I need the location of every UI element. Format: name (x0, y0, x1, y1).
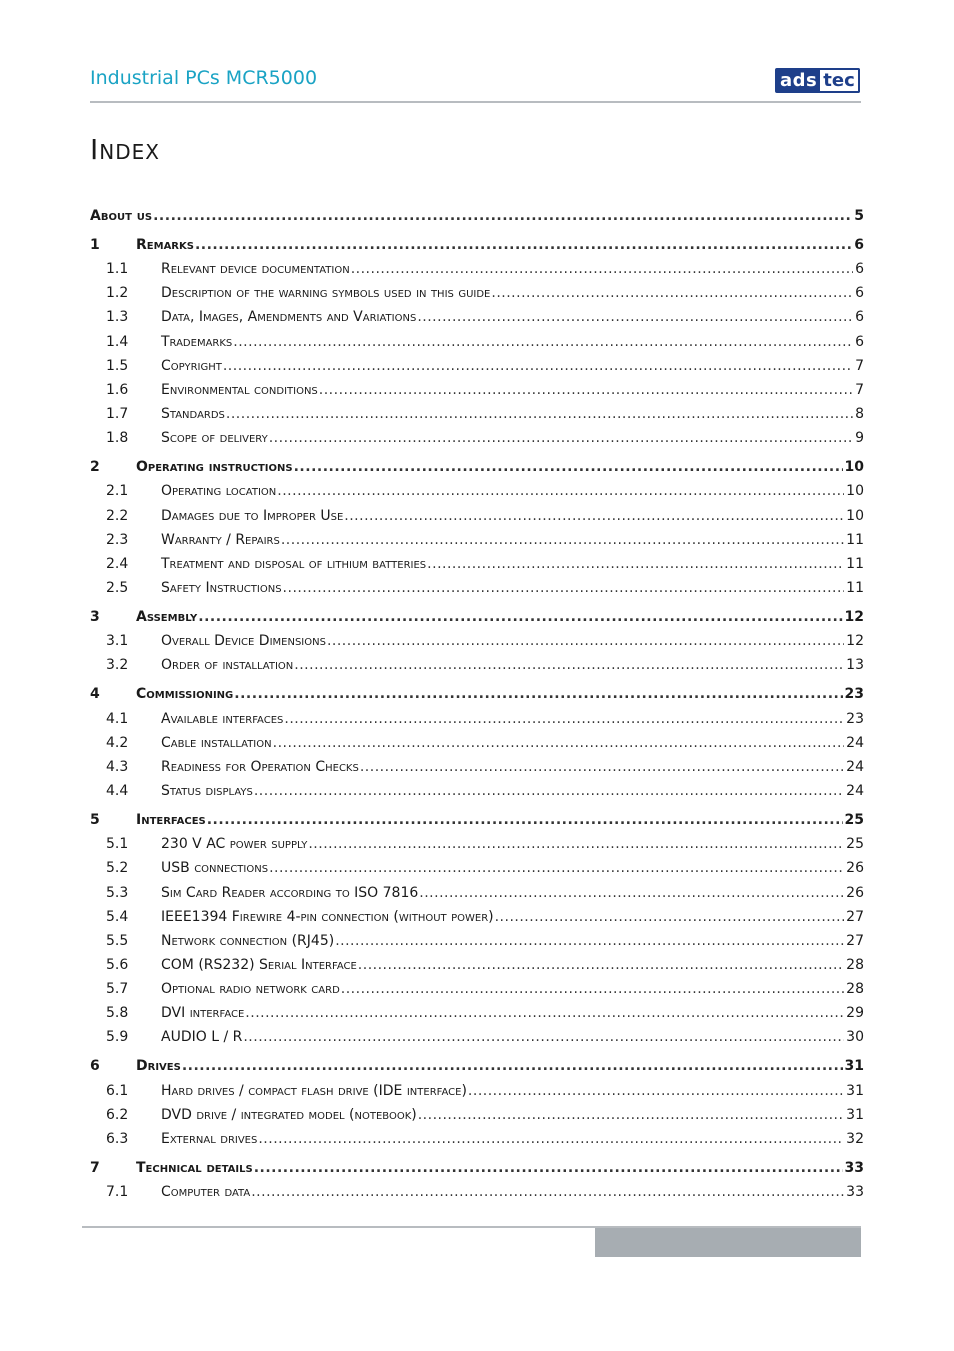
toc-entry-page: 8 (855, 406, 864, 422)
toc-entry-label: Available interfaces (161, 711, 284, 727)
toc-leader-dots (360, 759, 844, 775)
toc-entry-label: Treatment and disposal of lithium batteries (161, 556, 427, 572)
toc-entry-number: 1.3 (106, 309, 129, 325)
toc-entry-page: 7 (855, 382, 864, 398)
toc-entry-label: DVI interface (161, 1005, 245, 1021)
toc-entry-number: 2 (90, 459, 100, 475)
toc-entry-number: 4.4 (106, 783, 129, 799)
toc-entry-page: 27 (846, 933, 864, 949)
toc-entry-number: 1.2 (106, 285, 129, 301)
toc-entry-label: Data, Images, Amendments and Variations (161, 309, 417, 325)
toc-entry[interactable] (90, 633, 864, 653)
toc-entry-label: Safety Instructions (161, 580, 282, 596)
toc-entry-page: 32 (846, 1131, 864, 1147)
toc-entry-label: 230 V AC power supply (161, 836, 308, 852)
toc-leader-dots (358, 957, 844, 973)
toc-entry-label: Relevant device documentation (161, 261, 350, 277)
toc-entry[interactable] (90, 1107, 864, 1127)
toc-entry-number: 5.6 (106, 957, 129, 973)
toc-entry-page: 6 (855, 334, 864, 350)
toc-leader-dots (223, 358, 853, 374)
toc-leader-dots (495, 909, 845, 925)
toc-entry-number: 5.2 (106, 860, 129, 876)
toc-leader-dots (335, 933, 844, 949)
toc-entry-label: Status displays (161, 783, 253, 799)
toc-leader-dots (243, 1029, 844, 1045)
toc-entry-number: 5 (90, 812, 100, 828)
toc-entry-number: 5.8 (106, 1005, 129, 1021)
toc-entry-number: 5.4 (106, 909, 129, 925)
toc-entry[interactable] (90, 285, 864, 305)
toc-entry-page: 30 (846, 1029, 864, 1045)
toc-entry[interactable] (90, 812, 864, 832)
toc-leader-dots (273, 735, 845, 751)
toc-entry-page: 7 (855, 358, 864, 374)
toc-entry-page: 23 (846, 711, 864, 727)
toc-entry-label: Drives (136, 1058, 181, 1074)
toc-entry[interactable] (90, 657, 864, 677)
toc-leader-dots (294, 657, 844, 673)
toc-entry-page: 11 (846, 580, 864, 596)
toc-entry[interactable] (90, 508, 864, 528)
toc-entry-page: 11 (846, 532, 864, 548)
toc-entry-page: 33 (844, 1160, 864, 1176)
document-header-title: Industrial PCs MCR5000 (90, 67, 318, 89)
toc-leader-dots (254, 783, 844, 799)
toc-entry[interactable] (90, 711, 864, 731)
index-heading: Index (90, 133, 160, 166)
toc-entry-number: 1.4 (106, 334, 129, 350)
toc-leader-dots (427, 556, 844, 572)
toc-entry-page: 11 (846, 556, 864, 572)
toc-entry[interactable] (90, 556, 864, 576)
toc-entry-page: 6 (855, 261, 864, 277)
toc-entry-page: 31 (846, 1083, 864, 1099)
toc-entry-page: 9 (855, 430, 864, 446)
toc-entry-label: Description of the warning symbols used in this guide (161, 285, 491, 301)
toc-entry-number: 2.1 (106, 483, 129, 499)
toc-leader-dots (269, 430, 853, 446)
toc-entry-label: Interfaces (136, 812, 206, 828)
toc-leader-dots (319, 382, 853, 398)
toc-entry[interactable] (90, 885, 864, 905)
toc-entry-label: Scope of delivery (161, 430, 268, 446)
toc-entry-page: 31 (844, 1058, 864, 1074)
toc-leader-dots (245, 1005, 844, 1021)
ads-tec-logo (775, 68, 859, 93)
toc-entry-number: 1 (90, 237, 100, 253)
toc-entry[interactable] (90, 909, 864, 929)
toc-leader-dots (153, 208, 852, 224)
toc-entry-number: 3.2 (106, 657, 129, 673)
toc-entry-page: 28 (846, 957, 864, 973)
toc-entry-page: 10 (846, 508, 864, 524)
toc-entry-number: 6.1 (106, 1083, 129, 1099)
footer-gray-band (595, 1228, 861, 1257)
toc-entry[interactable] (90, 406, 864, 426)
toc-leader-dots (491, 285, 853, 301)
toc-leader-dots (308, 836, 844, 852)
toc-leader-dots (344, 508, 844, 524)
toc-entry-page: 26 (846, 885, 864, 901)
toc-leader-dots (341, 981, 844, 997)
toc-entry-label: IEEE1394 Firewire 4-pin connection (without power) (161, 909, 494, 925)
toc-entry[interactable] (90, 237, 864, 257)
toc-entry-page: 25 (846, 836, 864, 852)
toc-entry-label: Damages due to Improper Use (161, 508, 344, 524)
toc-entry[interactable] (90, 759, 864, 779)
toc-entry-number: 2.5 (106, 580, 129, 596)
toc-leader-dots (182, 1058, 843, 1074)
toc-entry-number: 4 (90, 686, 100, 702)
toc-entry-label: Optional radio network card (161, 981, 340, 997)
toc-leader-dots (207, 812, 843, 828)
logo-part-left: ads (775, 68, 820, 93)
toc-leader-dots (284, 711, 844, 727)
toc-entry-label: Readiness for Operation Checks (161, 759, 359, 775)
toc-entry[interactable] (90, 261, 864, 281)
toc-leader-dots (195, 237, 852, 253)
toc-leader-dots (281, 532, 844, 548)
toc-entry-number: 1.1 (106, 261, 129, 277)
toc-entry-label: Commissioning (136, 686, 234, 702)
toc-entry-label: Cable installation (161, 735, 272, 751)
toc-entry[interactable] (90, 580, 864, 600)
toc-entry-label: About us (90, 208, 153, 224)
toc-entry-label: Overall Device Dimensions (161, 633, 326, 649)
toc-entry[interactable] (90, 609, 864, 629)
toc-entry[interactable] (90, 208, 864, 228)
toc-entry[interactable] (90, 686, 864, 706)
toc-entry-label: Standards (161, 406, 225, 422)
toc-entry-number: 5.5 (106, 933, 129, 949)
toc-entry-label: Trademarks (161, 334, 233, 350)
toc-entry-label: Network connection (RJ45) (161, 933, 335, 949)
toc-entry-number: 1.8 (106, 430, 129, 446)
toc-entry-label: Order of installation (161, 657, 294, 673)
toc-entry[interactable] (90, 957, 864, 977)
toc-leader-dots (269, 860, 844, 876)
logo-part-right: tec (820, 68, 859, 93)
toc-entry[interactable] (90, 532, 864, 552)
toc-leader-dots (468, 1083, 844, 1099)
toc-entry-page: 6 (855, 285, 864, 301)
toc-entry-number: 3.1 (106, 633, 129, 649)
toc-entry-number: 4.3 (106, 759, 129, 775)
toc-entry-number: 6 (90, 1058, 100, 1074)
toc-entry[interactable] (90, 1058, 864, 1078)
toc-entry-number: 4.1 (106, 711, 129, 727)
toc-entry[interactable] (90, 1083, 864, 1103)
toc-entry-page: 6 (854, 237, 864, 253)
toc-entry-number: 2.3 (106, 532, 129, 548)
toc-leader-dots (234, 686, 842, 702)
toc-entry-label: Copyright (161, 358, 222, 374)
toc-entry-number: 1.6 (106, 382, 129, 398)
toc-entry[interactable] (90, 1029, 864, 1049)
toc-entry-number: 3 (90, 609, 100, 625)
toc-entry-number: 5.9 (106, 1029, 129, 1045)
toc-entry-label: Hard drives / compact flash drive (IDE interface) (161, 1083, 467, 1099)
toc-leader-dots (294, 459, 843, 475)
toc-entry-page: 31 (846, 1107, 864, 1123)
toc-entry[interactable] (90, 1160, 864, 1180)
toc-leader-dots (258, 1131, 844, 1147)
toc-entry-number: 6.2 (106, 1107, 129, 1123)
toc-entry-label: External drives (161, 1131, 258, 1147)
toc-entry-page: 5 (854, 208, 864, 224)
toc-leader-dots (198, 609, 842, 625)
toc-entry-label: Computer data (161, 1184, 251, 1200)
toc-entry-label: Warranty / Repairs (161, 532, 280, 548)
toc-entry[interactable] (90, 981, 864, 1001)
toc-entry-number: 7.1 (106, 1184, 129, 1200)
toc-entry-page: 24 (846, 783, 864, 799)
toc-entry-label: AUDIO L / R (161, 1029, 243, 1045)
toc-leader-dots (226, 406, 853, 422)
toc-entry[interactable] (90, 933, 864, 953)
toc-entry[interactable] (90, 459, 864, 479)
toc-entry-page: 23 (844, 686, 864, 702)
toc-leader-dots (418, 1107, 844, 1123)
toc-leader-dots (233, 334, 853, 350)
toc-entry-number: 1.7 (106, 406, 129, 422)
toc-leader-dots (351, 261, 853, 277)
toc-entry[interactable] (90, 783, 864, 803)
toc-leader-dots (419, 885, 844, 901)
toc-leader-dots (327, 633, 844, 649)
toc-entry-page: 25 (844, 812, 864, 828)
toc-entry[interactable] (90, 735, 864, 755)
toc-entry-label: COM (RS232) Serial Interface (161, 957, 357, 973)
toc-leader-dots (251, 1184, 844, 1200)
toc-entry-label: Environmental conditions (161, 382, 318, 398)
toc-entry-page: 24 (846, 735, 864, 751)
toc-entry[interactable] (90, 1005, 864, 1025)
toc-entry-page: 12 (846, 633, 864, 649)
toc-entry[interactable] (90, 309, 864, 329)
toc-entry-page: 12 (844, 609, 864, 625)
toc-entry-number: 1.5 (106, 358, 129, 374)
toc-entry-label: Operating location (161, 483, 277, 499)
toc-entry[interactable] (90, 483, 864, 503)
toc-entry-page: 33 (846, 1184, 864, 1200)
toc-entry-page: 13 (846, 657, 864, 673)
toc-entry-number: 5.1 (106, 836, 129, 852)
toc-entry-page: 26 (846, 860, 864, 876)
toc-entry[interactable] (90, 1184, 864, 1204)
toc-entry-page: 10 (844, 459, 864, 475)
toc-entry-number: 6.3 (106, 1131, 129, 1147)
toc-entry-label: Sim Card Reader according to ISO 7816 (161, 885, 419, 901)
toc-entry[interactable] (90, 836, 864, 856)
toc-entry-number: 5.3 (106, 885, 129, 901)
toc-entry[interactable] (90, 430, 864, 450)
toc-entry-page: 10 (846, 483, 864, 499)
toc-entry[interactable] (90, 358, 864, 378)
toc-entry-label: Assembly (136, 609, 198, 625)
toc-entry-page: 24 (846, 759, 864, 775)
toc-leader-dots (417, 309, 853, 325)
toc-leader-dots (254, 1160, 843, 1176)
toc-entry[interactable] (90, 334, 864, 354)
toc-entry-page: 29 (846, 1005, 864, 1021)
toc-entry-number: 2.4 (106, 556, 129, 572)
toc-entry-label: Technical details (136, 1160, 253, 1176)
header-divider (90, 101, 861, 103)
toc-entry-number: 7 (90, 1160, 100, 1176)
toc-entry-number: 2.2 (106, 508, 129, 524)
toc-leader-dots (283, 580, 845, 596)
toc-entry-label: USB connections (161, 860, 269, 876)
toc-entry[interactable] (90, 1131, 864, 1151)
toc-entry[interactable] (90, 860, 864, 880)
toc-entry-page: 6 (855, 309, 864, 325)
toc-leader-dots (277, 483, 844, 499)
toc-entry-number: 5.7 (106, 981, 129, 997)
toc-entry-page: 28 (846, 981, 864, 997)
toc-entry-label: Remarks (136, 237, 194, 253)
toc-entry-number: 4.2 (106, 735, 129, 751)
toc-entry-label: DVD drive / integrated model (notebook) (161, 1107, 417, 1123)
toc-entry-label: Operating instructions (136, 459, 293, 475)
toc-entry-page: 27 (846, 909, 864, 925)
toc-entry[interactable] (90, 382, 864, 402)
